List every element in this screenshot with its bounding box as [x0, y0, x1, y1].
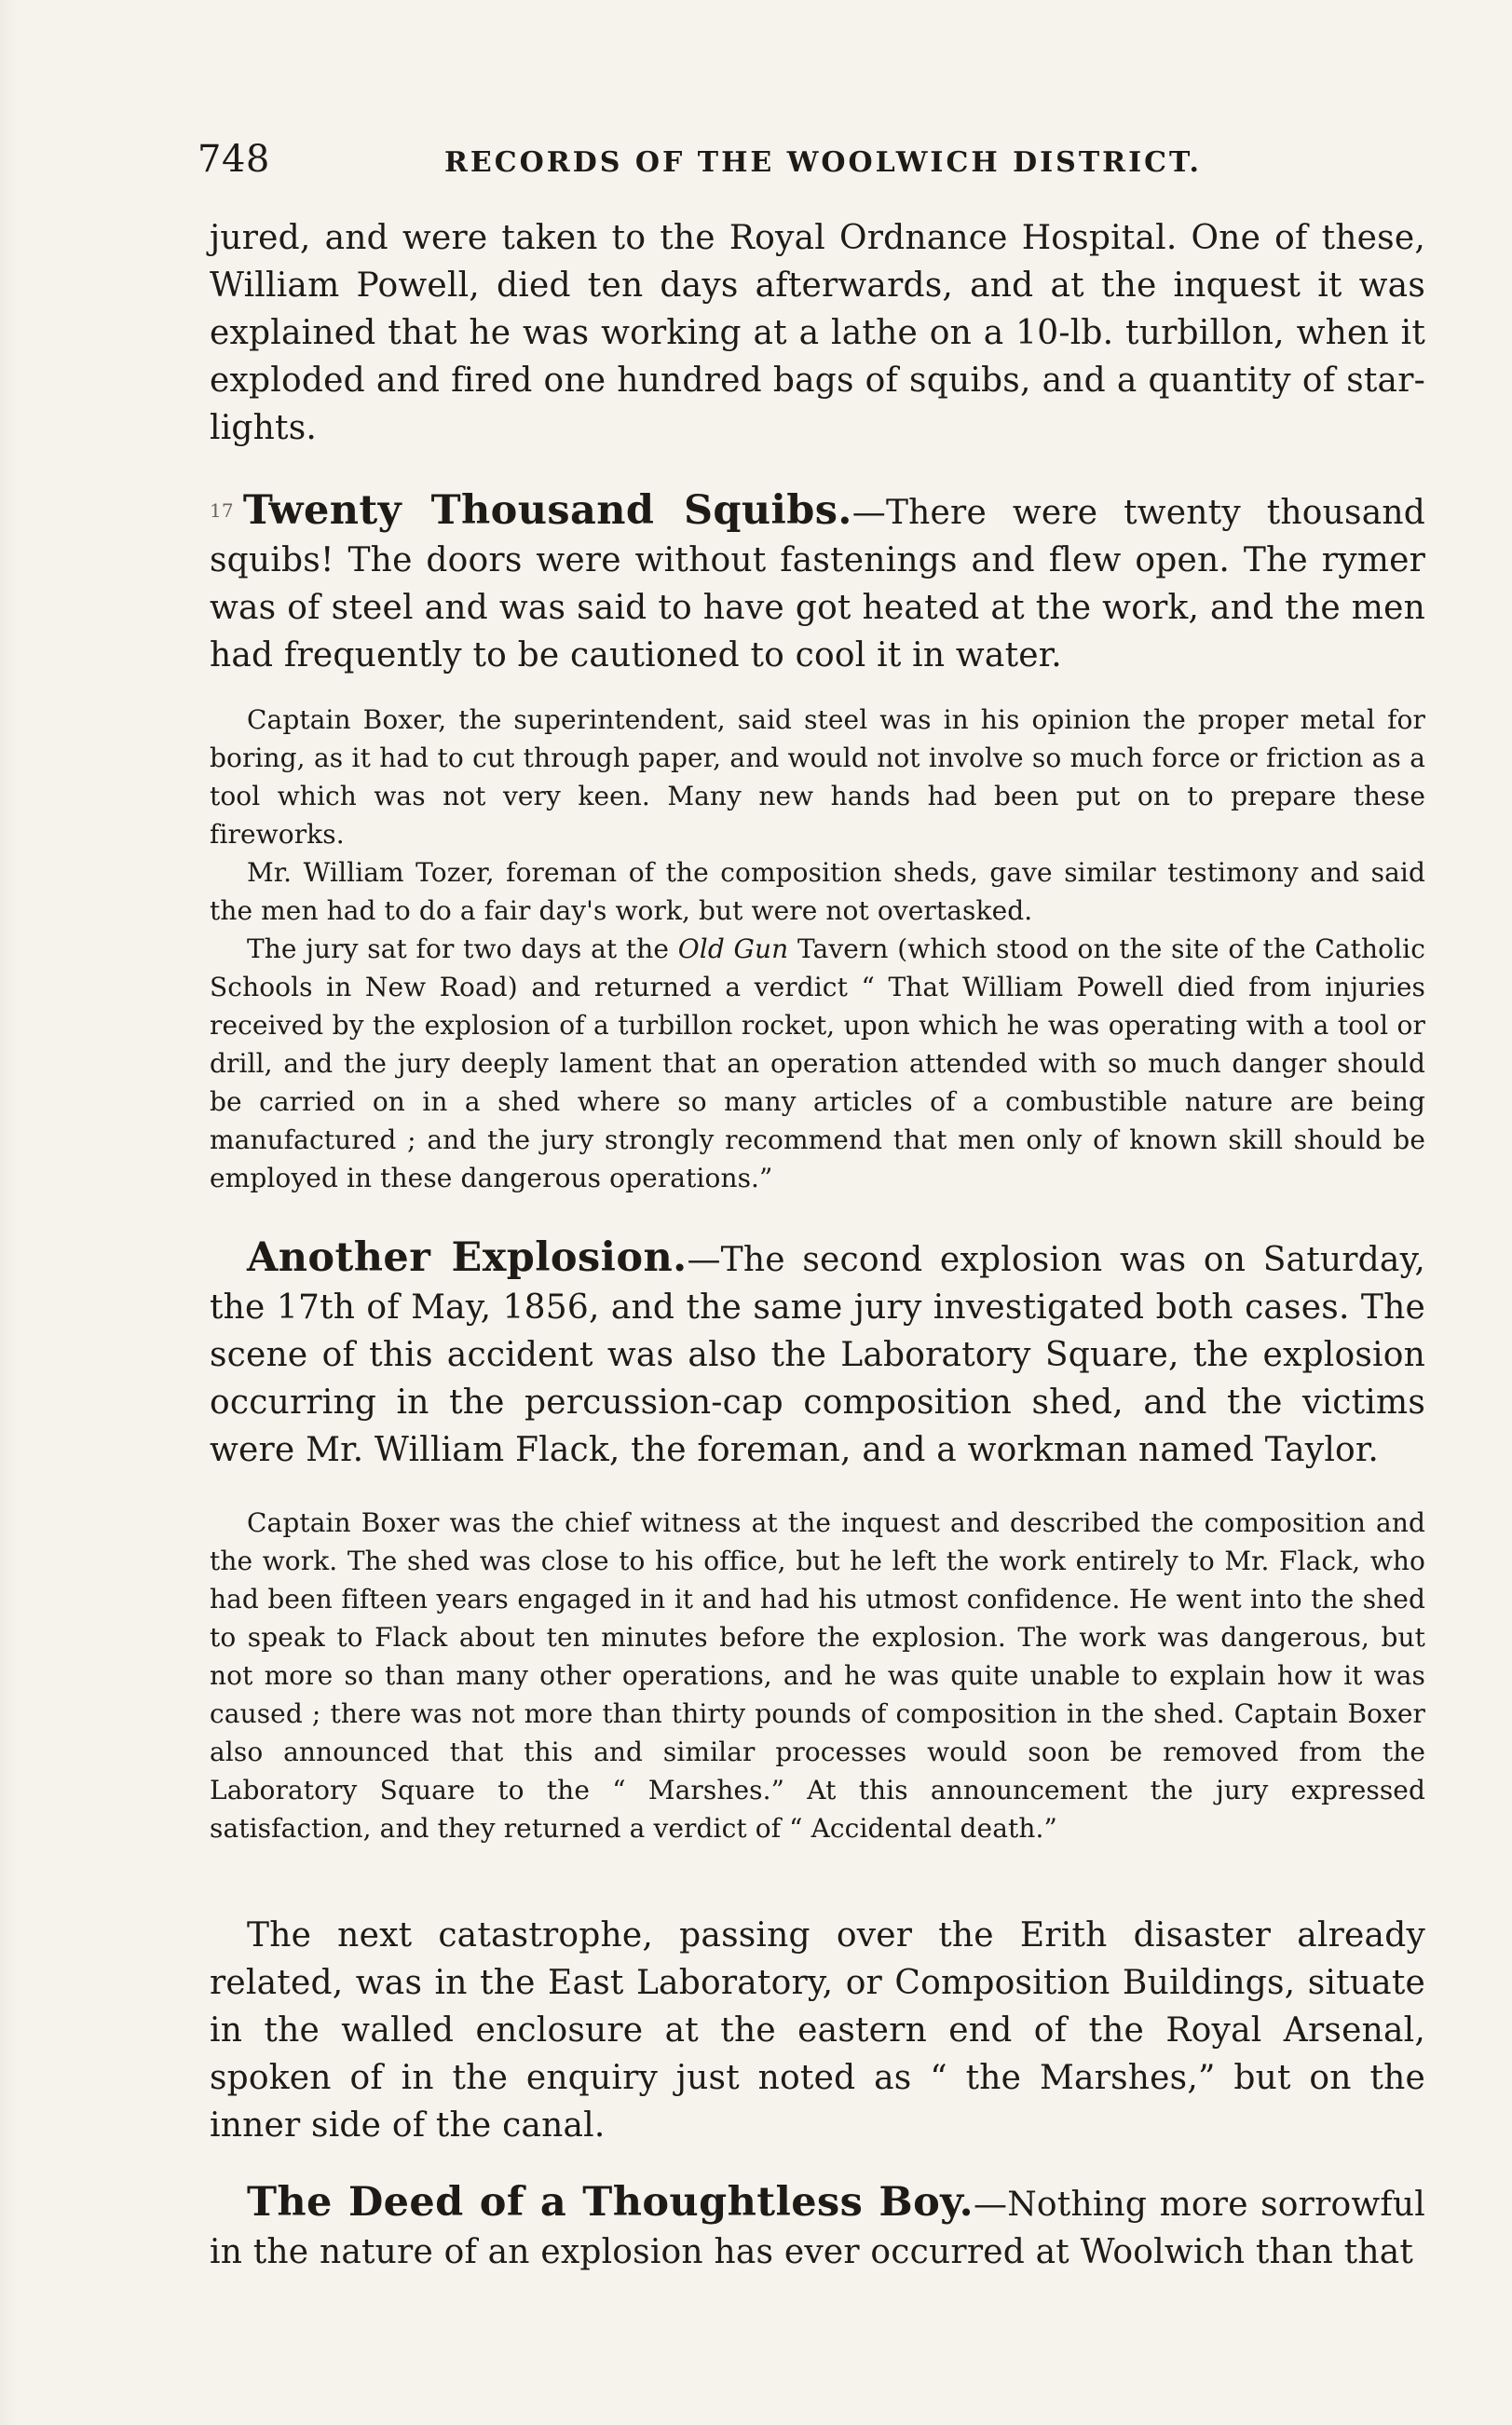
page-header	[198, 138, 1315, 184]
quote-text: Tavern (which stood on the site of the Catholic Schools in New Road) and returned a verdict “ That William Powell died from injuries received by the explosion of a turbillon rocket, upon which he was operating with a tool or drill, and the jury deeply lament that an operation attended with so much danger should be carried on in a shed where so many articles of a combustible nature are being manufactured ; and the jury strongly recommend that men only of known skill should be employed in these dangerous operations.”	[210, 933, 1425, 1193]
section-heading: Twenty Thousand Squibs.	[242, 487, 852, 534]
paragraph-next-catastrophe	[210, 1912, 1425, 2149]
quote-inquest-powell	[210, 701, 1425, 1197]
paragraph-injured	[210, 214, 1425, 452]
quote-paragraph	[210, 930, 1425, 1197]
page-number: 748	[198, 138, 270, 181]
section-heading: Another Explosion.	[247, 1234, 688, 1281]
quote-paragraph: Mr. William Tozer, foreman of the composition sheds, gave similar testimony and said the men had to do a fair day's work, but were not overtasked.	[210, 857, 1425, 926]
section-another-explosion	[210, 1234, 1425, 1474]
section-text: —Nothing more sorrowful in the nature of an explosion has ever occurred at Woolwich than that	[210, 2186, 1425, 2271]
margin-marker: 17	[210, 499, 234, 522]
quote-inquest-flack	[210, 1504, 1425, 1847]
section-deed-of-thoughtless-boy	[210, 2179, 1425, 2276]
section-heading: The Deed of a Thoughtless Boy.	[247, 2179, 974, 2226]
section-twenty-thousand-squibs	[210, 487, 1425, 679]
paragraph-text: The next catastrophe, passing over the Erith disaster already related, was in the East Laboratory, or Composition Buildings, situate in the walled enclosure at the eastern end of the Royal Arsenal, spoken of in the enquiry just noted as “ the Marshes,” but on the inner side of the canal.	[210, 1916, 1425, 2145]
quote-paragraph: Captain Boxer, the superintendent, said steel was in his opinion the proper metal for boring, as it had to cut through paper, and would not involve so much force or friction as a tool which was not very keen. Many new hands had been put on to prepare these fireworks.	[210, 704, 1425, 850]
running-head: RECORDS OF THE WOOLWICH DISTRICT.	[444, 146, 1202, 179]
paragraph-text: jured, and were taken to the Royal Ordnance Hospital. One of these, William Powell, died ten days afterwards, and at the inquest it was explained that he was working at a lathe on a 10-lb. turbillon, when it exploded and fired one hundred bags of squibs, and a quantity of star-lights.	[210, 219, 1425, 447]
section-text: —The second explosion was on Saturday, the 17th of May, 1856, and the same jury investigated both cases. The scene of this accident was also the Laboratory Square, the explosion occurring in the percussion-cap composition shed, and the victims were Mr. William Flack, the foreman, and a workman named Taylor.	[210, 1241, 1425, 1469]
quote-paragraph: Captain Boxer was the chief witness at the inquest and described the composition and the work. The shed was close to his office, but he left the work entirely to Mr. Flack, who had been fifteen years engaged in it and had his utmost confidence. He went into the shed to speak to Flack about ten minutes before the explosion. The work was dangerous, but not more so than many other operations, and he was quite unable to explain how it was caused ; there was not more than thirty pounds of composition in the shed. Captain Boxer also announced that this and similar processes would soon be removed from the Laboratory Square to the “ Marshes.” At this announcement the jury expressed satisfaction, and they returned a verdict of “ Accidental death.”	[210, 1507, 1425, 1844]
section-text: —There were twenty thousand squibs! The doors were without fastenings and flew open. The rymer was of steel and was said to have got heated at the work, and the men had frequently to be cautioned to cool it in water.	[210, 494, 1426, 674]
quote-text: The jury sat for two days at the	[247, 933, 678, 964]
tavern-name: Old Gun	[677, 933, 789, 964]
